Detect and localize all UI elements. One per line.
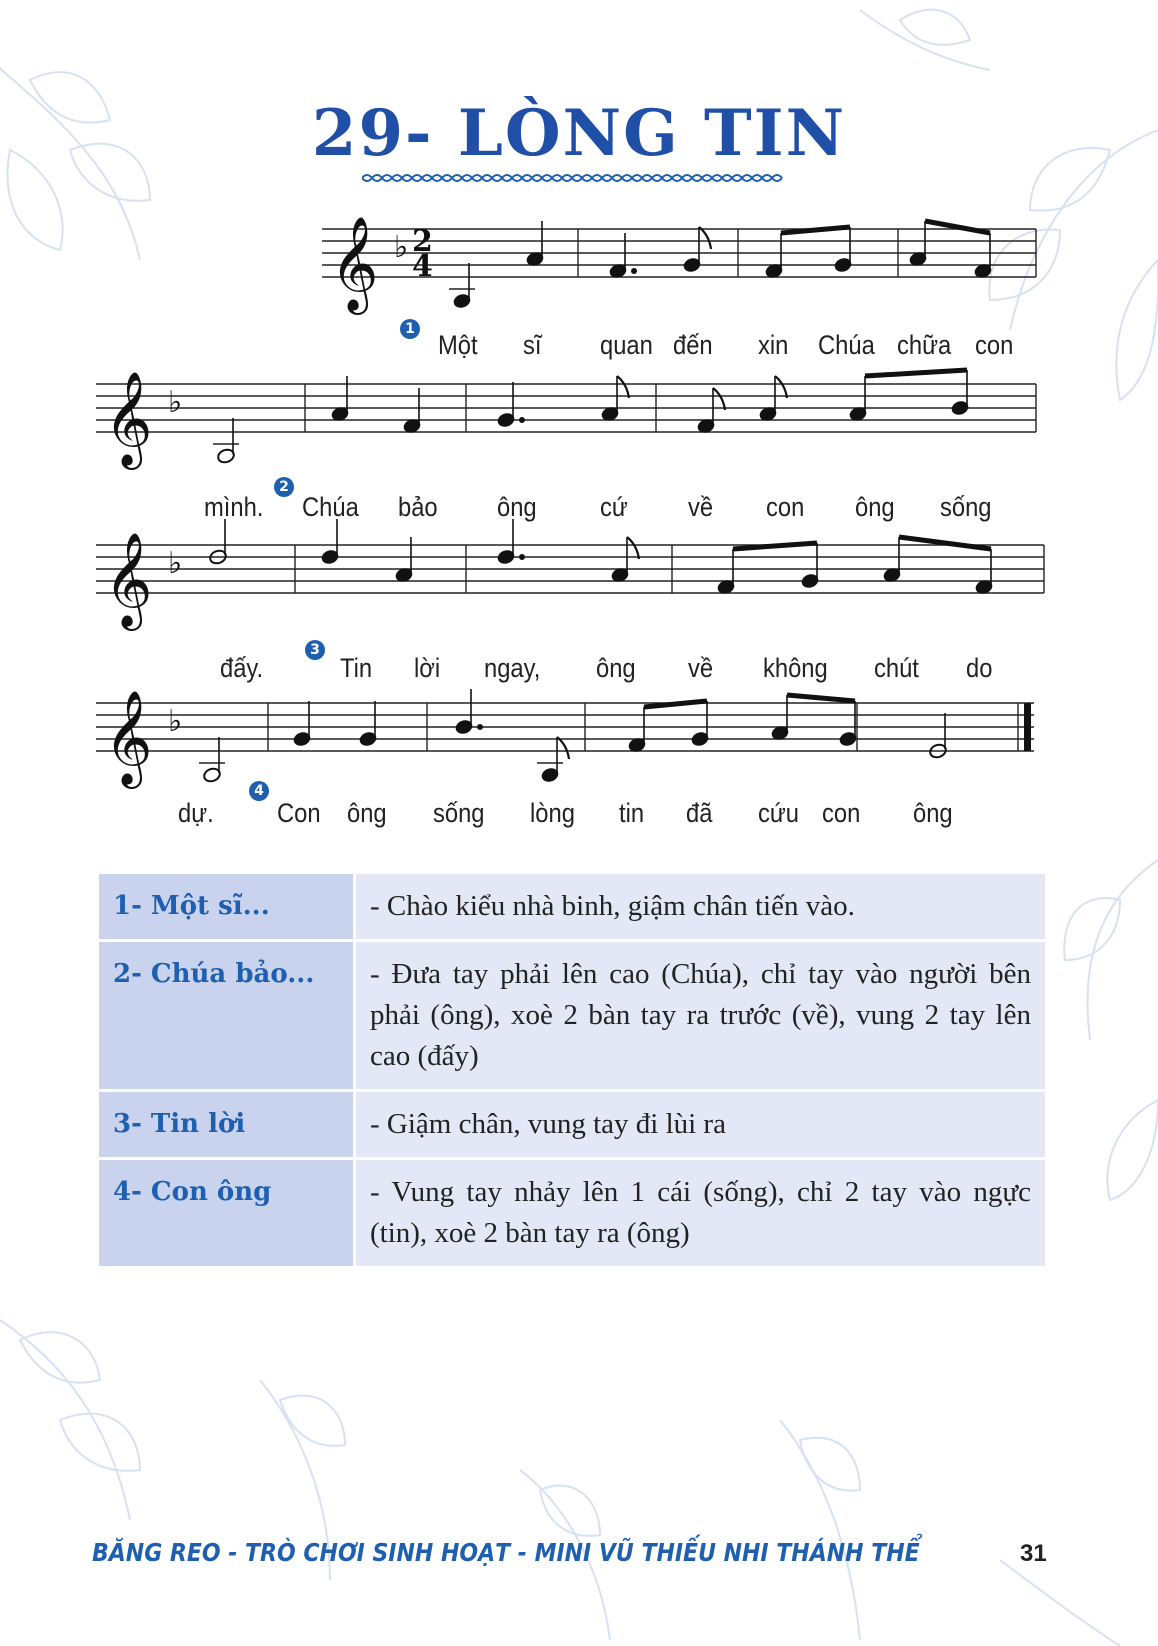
lyric-syllable: ông <box>497 492 537 522</box>
lyric-syllable: về <box>688 492 714 522</box>
final-bar-line <box>1024 703 1031 751</box>
flat-icon: ♭ <box>168 385 183 420</box>
verse-marker: 1 <box>400 319 420 339</box>
lyric-syllable: xin <box>758 330 789 360</box>
lyric-syllable: do <box>966 653 993 683</box>
lyric-syllable: con <box>822 798 861 828</box>
lyric-syllable: mình. <box>204 492 264 522</box>
action-row <box>99 1092 1045 1157</box>
lyric-syllable: cứ <box>600 492 628 522</box>
lyric-syllable: con <box>975 330 1014 360</box>
lyric-syllable: đến <box>673 330 713 360</box>
lyric-syllable: đấy. <box>220 653 264 683</box>
lyric-syllable: ngay, <box>484 653 541 683</box>
action-description: - Chào kiểu nhà binh, giậm chân tiến vào. <box>356 874 1045 939</box>
lyric-syllable: chữa <box>897 330 952 360</box>
note-flag <box>699 227 711 249</box>
note-flag <box>617 376 629 398</box>
note-flag <box>627 537 639 559</box>
action-description: - Vung tay nhảy lên 1 cái (sống), chỉ 2 tay vào ngực (tin), xoè 2 bàn tay ra (ông) <box>356 1160 1045 1266</box>
note-dot <box>477 724 483 730</box>
action-row <box>99 942 1045 1089</box>
lyric-syllable: ông <box>913 798 953 828</box>
lyric-syllable: sĩ <box>523 330 542 360</box>
action-label: 1- Một sĩ... <box>99 874 353 939</box>
note-beam <box>733 543 817 549</box>
action-description: - Đưa tay phải lên cao (Chúa), chỉ tay vào người bên phải (ông), xoè 2 bàn tay ra trước (về), vung 2 tay lên cao (đấy) <box>356 942 1045 1089</box>
note-beam <box>925 221 990 233</box>
lyric-syllable: lòng <box>530 798 575 828</box>
lyric-syllable: ông <box>347 798 387 828</box>
treble-clef-icon: 𝄞 <box>330 216 379 311</box>
lyric-syllable: Một <box>438 330 478 360</box>
lyric-syllable: Tin <box>340 653 373 683</box>
note-beam <box>787 695 855 701</box>
page-number: 31 <box>1020 1540 1047 1567</box>
treble-clef-icon: 𝄞 <box>104 371 153 466</box>
note-beam <box>644 701 707 707</box>
treble-clef-icon: 𝄞 <box>104 690 153 785</box>
time-signature-bottom: 4 <box>412 249 433 284</box>
song-title: 29- LÒNG TIN <box>311 96 847 171</box>
lyric-syllable: bảo <box>398 492 438 522</box>
note-dot <box>631 268 637 274</box>
action-row <box>99 874 1045 939</box>
lyric-syllable: sống <box>433 798 485 828</box>
flat-icon: ♭ <box>168 704 183 739</box>
note-dot <box>519 554 525 560</box>
lyric-syllable: Chúa <box>818 330 875 360</box>
note-flag <box>775 376 787 398</box>
lyric-syllable: chút <box>874 653 919 683</box>
lyric-syllable: dự. <box>178 798 214 828</box>
lyric-syllable: về <box>688 653 714 683</box>
action-label: 2- Chúa bảo... <box>99 942 353 1089</box>
verse-marker: 4 <box>249 781 269 801</box>
lyric-syllable: Chúa <box>302 492 359 522</box>
lyric-syllable: lời <box>414 653 441 683</box>
note-beam <box>781 227 850 233</box>
flat-icon: ♭ <box>394 230 409 265</box>
flat-icon: ♭ <box>168 546 183 581</box>
verse-marker: 2 <box>274 477 294 497</box>
verse-marker: 3 <box>305 640 325 660</box>
lyric-syllable: không <box>763 653 828 683</box>
book-title: BĂNG REO - TRÒ CHƠI SINH HOẠT - MINI VŨ THIẾU NHI THÁNH THỂ <box>92 1538 920 1567</box>
note-flag <box>713 388 725 410</box>
note-flag <box>557 737 569 759</box>
action-description: - Giậm chân, vung tay đi lùi ra <box>356 1092 1045 1157</box>
lyric-syllable: tin <box>619 798 645 828</box>
actions-table <box>96 871 1048 1269</box>
note-beam <box>899 537 991 549</box>
lyric-syllable: quan <box>600 330 653 360</box>
lyric-syllable: Con <box>277 798 321 828</box>
action-row <box>99 1160 1045 1266</box>
treble-clef-icon: 𝄞 <box>104 532 153 627</box>
note-beam <box>865 370 967 376</box>
lyric-syllable: con <box>766 492 805 522</box>
note-dot <box>519 417 525 423</box>
action-label: 4- Con ông <box>99 1160 353 1266</box>
action-label: 3- Tin lời <box>99 1092 353 1157</box>
lyric-syllable: đã <box>686 798 713 828</box>
lyric-syllable: sống <box>940 492 992 522</box>
lyric-syllable: ông <box>596 653 636 683</box>
lyric-syllable: ông <box>855 492 895 522</box>
lyric-syllable: cứu <box>758 798 800 828</box>
time-signature-top: 2 <box>412 224 433 259</box>
